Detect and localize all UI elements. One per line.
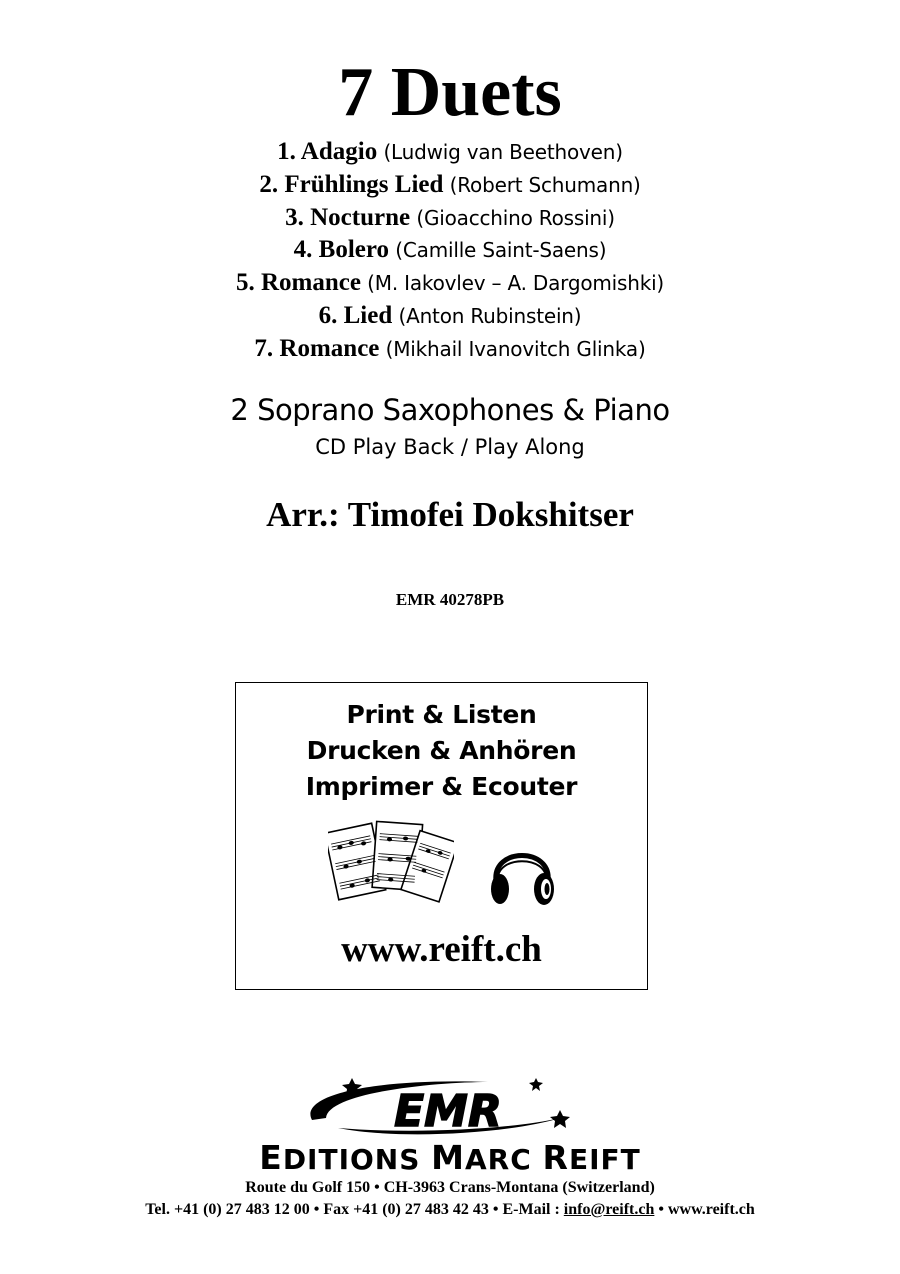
headphones-icon (486, 833, 558, 911)
piece-composer: (Gioacchino Rossini) (416, 205, 615, 230)
list-item (0, 202, 900, 235)
piece-name: 2. Frühlings Lied (259, 170, 444, 198)
print-listen-line-en: Print & Listen (346, 700, 537, 729)
publisher-initial: E (259, 1138, 283, 1177)
list-item (0, 234, 900, 267)
sheet-music-icon (328, 819, 454, 909)
publisher-contact (0, 1198, 900, 1221)
piece-list (0, 136, 900, 366)
list-item (0, 333, 900, 366)
publisher-address: Route du Golf 150 • CH-3963 Crans-Montana (Switzerland) (245, 1179, 655, 1196)
instrumentation: 2 Soprano Saxophones & Piano (230, 393, 670, 427)
list-item (0, 169, 900, 202)
catalog-number: EMR 40278PB (395, 590, 505, 609)
piece-name: 6. Lied (318, 301, 393, 329)
publisher-word: ARC (464, 1143, 543, 1176)
print-listen-line-de: Drucken & Anhören (306, 736, 577, 765)
publisher-initial: R (542, 1138, 569, 1177)
print-listen-box (235, 682, 648, 990)
publisher-word: EIFT (568, 1143, 641, 1176)
playback-note: CD Play Back / Play Along (315, 435, 585, 459)
piece-name: 3. Nocturne (285, 203, 411, 231)
piece-composer: (Camille Saint-Saens) (395, 238, 607, 263)
piece-name: 4. Bolero (293, 236, 390, 264)
print-listen-line-fr: Imprimer & Ecouter (305, 772, 578, 801)
piece-name: 1. Adagio (277, 138, 378, 165)
website-link[interactable]: www.reift.ch (341, 929, 542, 970)
print-listen-text (236, 697, 647, 805)
emr-logo (298, 1074, 578, 1140)
piece-composer: (Robert Schumann) (449, 172, 641, 197)
svg-text:EMR: EMR (394, 1086, 502, 1137)
list-item (0, 300, 900, 333)
piece-composer: (Ludwig van Beethoven) (383, 140, 623, 164)
publisher-initial: M (431, 1138, 465, 1177)
list-item (0, 267, 900, 300)
email-link[interactable]: info@reift.ch (563, 1201, 655, 1218)
arranger: Arr.: Timofei Dokshitser (266, 495, 634, 534)
contact-website: • www.reift.ch (654, 1201, 755, 1218)
page-title: 7 Duets (338, 54, 562, 131)
piece-composer: (Mikhail Ivanovitch Glinka) (385, 336, 646, 361)
list-item (0, 136, 900, 169)
piece-composer: (M. Iakovlev – A. Dargomishki) (367, 271, 665, 296)
publisher-name (0, 1140, 900, 1178)
piece-name: 7. Romance (254, 334, 380, 362)
contact-phone-fax: Tel. +41 (0) 27 483 12 00 • Fax +41 (0) 27 483 42 43 • E-Mail : (145, 1201, 564, 1218)
piece-name: 5. Romance (235, 269, 361, 297)
piece-composer: (Anton Rubinstein) (398, 303, 582, 328)
publisher-word: DITIONS (282, 1143, 432, 1176)
